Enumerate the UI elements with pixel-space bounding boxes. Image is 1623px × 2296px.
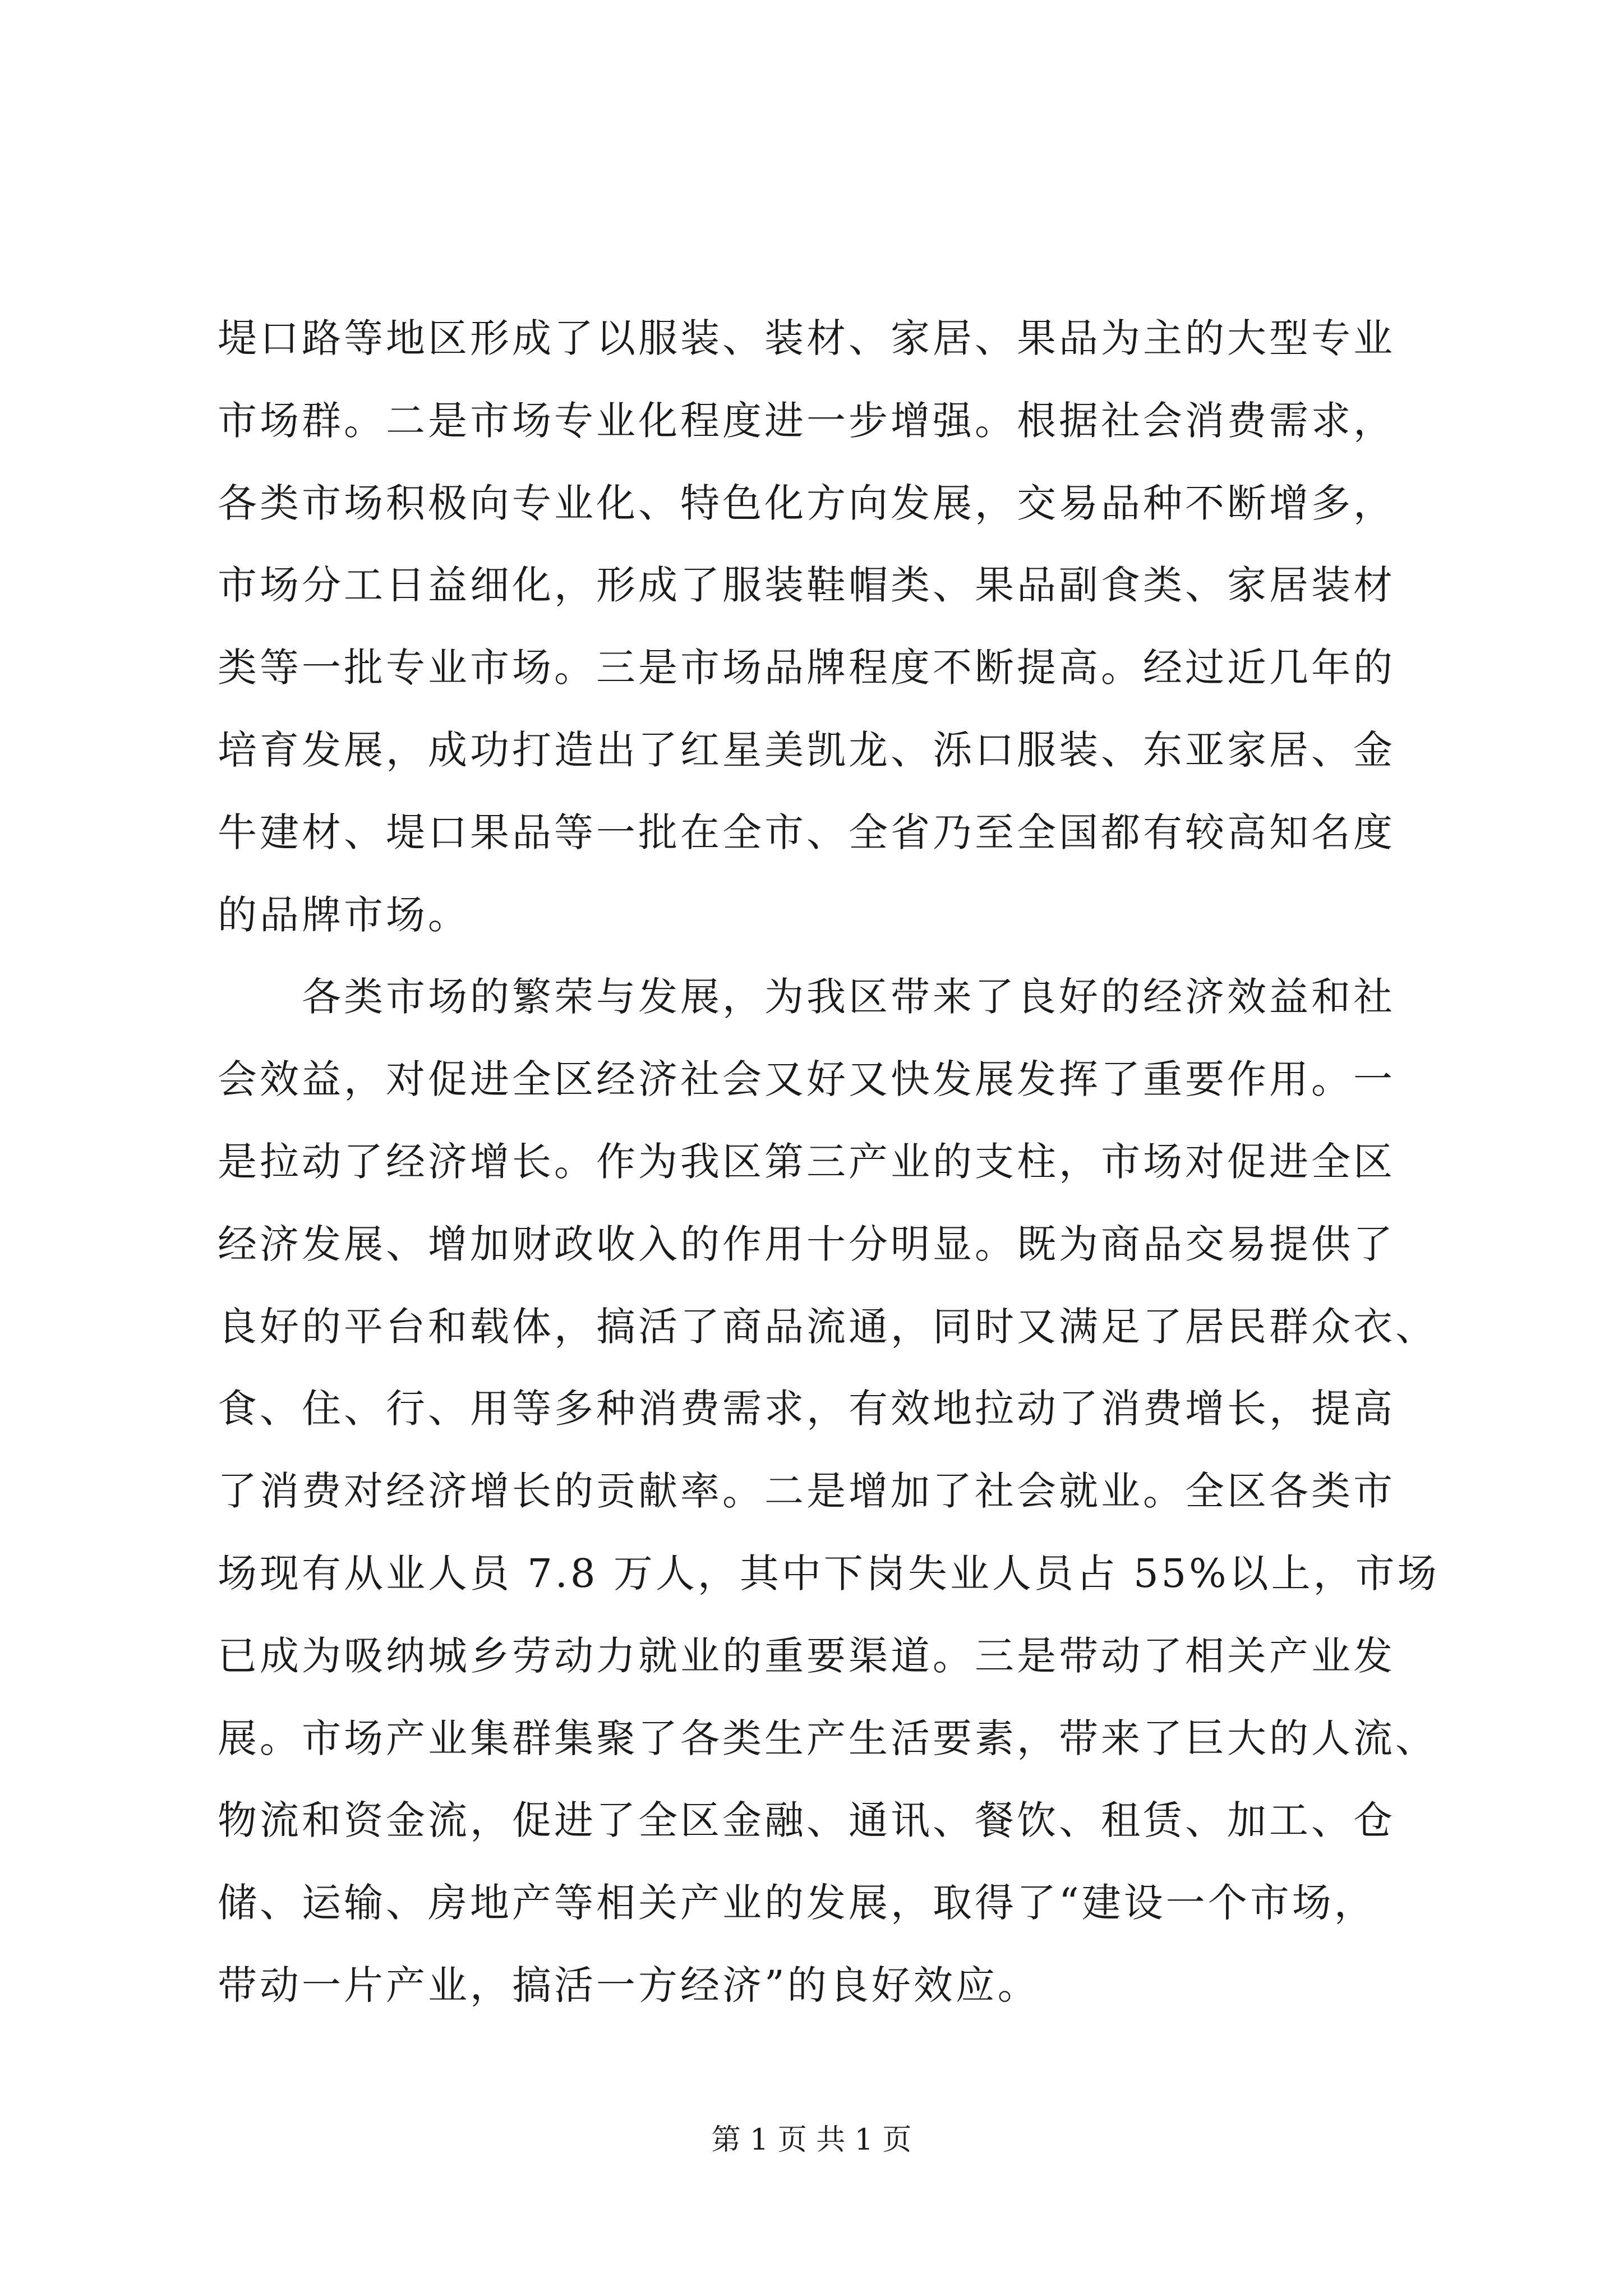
text-line: 市场群。二是市场专业化程度进一步增强。根据社会消费需求，	[218, 397, 1395, 444]
text-line: 展。市场产业集群集聚了各类生产生活要素，带来了巨大的人流、	[218, 1715, 1437, 1761]
text-line: 市场分工日益细化，形成了服装鞋帽类、果品副食类、家居装材	[218, 562, 1395, 609]
text-line: 食、住、行、用等多种消费需求，有效地拉动了消费增长，提高	[218, 1386, 1395, 1432]
text-line: 良好的平台和载体，搞活了商品流通，同时又满足了居民群众衣、	[218, 1303, 1437, 1350]
text-line: 带动一片产业，搞活一方经济”的良好效应。	[218, 1962, 1040, 2008]
text-line: 培育发展，成功打造出了红星美凯龙、泺口服装、东亚家居、金	[218, 726, 1395, 773]
text-line: 经济发展、增加财政收入的作用十分明显。既为商品交易提供了	[218, 1221, 1395, 1267]
text-line: 堤口路等地区形成了以服装、装材、家居、果品为主的大型专业	[218, 315, 1395, 361]
body-text	[218, 297, 1440, 2027]
text-line: 已成为吸纳城乡劳动力就业的重要渠道。三是带动了相关产业发	[218, 1632, 1395, 1679]
text-line: 各类市场积极向专业化、特色化方向发展，交易品种不断增多，	[218, 480, 1395, 526]
text-line: 是拉动了经济增长。作为我区第三产业的支柱，市场对促进全区	[218, 1138, 1395, 1185]
text-line: 了消费对经济增长的贡献率。二是增加了社会就业。全区各类市	[218, 1468, 1395, 1515]
text-line: 会效益，对促进全区经济社会又好又快发展发挥了重要作用。一	[218, 1056, 1395, 1103]
text-line: 物流和资金流，促进了全区金融、通讯、餐饮、租赁、加工、仓	[218, 1797, 1395, 1844]
text-line: 储、运输、房地产等相关产业的发展，取得了“建设一个市场，	[218, 1880, 1376, 1926]
text-line: 牛建材、堤口果品等一批在全市、全省乃至全国都有较高知名度	[218, 809, 1395, 855]
text-line: 场现有从业人员 7.8 万人，其中下岗失业人员占 55%以上，市场	[218, 1550, 1440, 1596]
page-footer: 第 1 页 共 1 页	[711, 2123, 912, 2157]
paragraph-first-line: 各类市场的繁荣与发展，为我区带来了良好的经济效益和社	[302, 974, 1395, 1020]
text-line: 类等一批专业市场。三是市场品牌程度不断提高。经过近几年的	[218, 645, 1395, 691]
text-line: 的品牌市场。	[218, 891, 470, 938]
